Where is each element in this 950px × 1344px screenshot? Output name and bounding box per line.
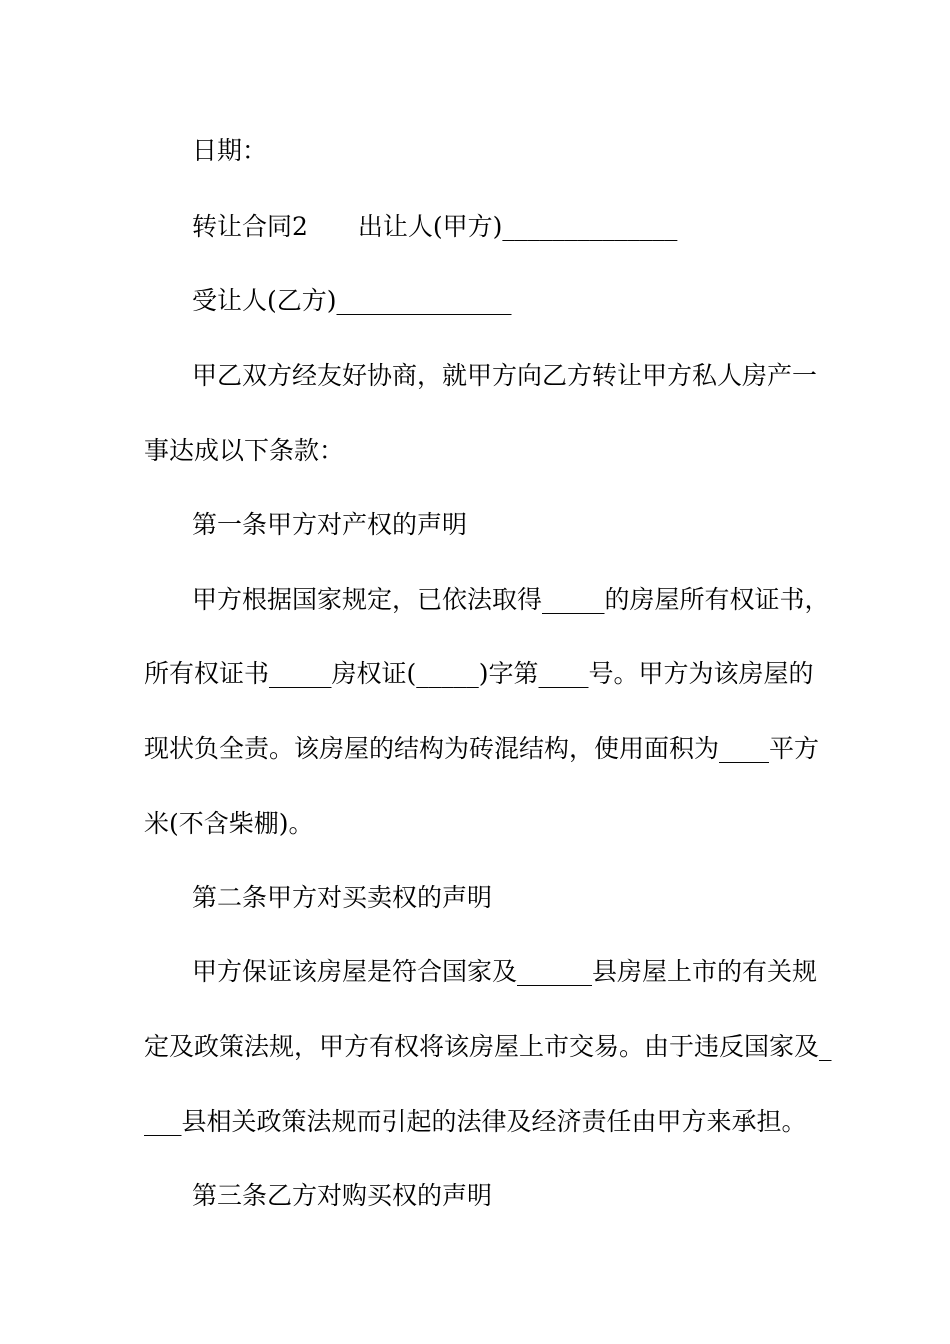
article-2-paragraph-line-2: 定及政策法规，甲方有权将该房屋上市交易。由于违反国家及_ xyxy=(144,1032,832,1061)
article-1-heading: 第一条甲方对产权的声明 xyxy=(192,510,468,539)
article-2-paragraph-line-1: 甲方保证该房屋是符合国家及______县房屋上市的有关规 xyxy=(192,957,818,986)
contract-title-transferor-line: 转让合同2 出让人(甲方)______________ xyxy=(192,212,678,241)
article-1-paragraph-line-3: 现状负全责。该房屋的结构为砖混结构，使用面积为____平方 xyxy=(144,734,820,763)
transferee-line: 受让人(乙方)______________ xyxy=(192,286,512,315)
article-2-heading: 第二条甲方对买卖权的声明 xyxy=(192,883,493,912)
date-label: 日期： xyxy=(192,136,268,165)
preamble-paragraph-line-1: 甲乙双方经友好协商，就甲方向乙方转让甲方私人房产一 xyxy=(192,361,818,390)
preamble-paragraph-line-2: 事达成以下条款： xyxy=(144,436,345,465)
article-1-paragraph-line-1: 甲方根据国家规定，已依法取得_____的房屋所有权证书， xyxy=(192,585,830,614)
article-1-paragraph-line-4: 米(不含柴棚)。 xyxy=(144,809,314,838)
article-3-heading: 第三条乙方对购买权的声明 xyxy=(192,1181,493,1210)
article-1-paragraph-line-2: 所有权证书_____房权证(_____)字第____号。甲方为该房屋的 xyxy=(144,659,814,688)
article-2-paragraph-line-3: ___县相关政策法规而引起的法律及经济责任由甲方来承担。 xyxy=(144,1107,807,1136)
